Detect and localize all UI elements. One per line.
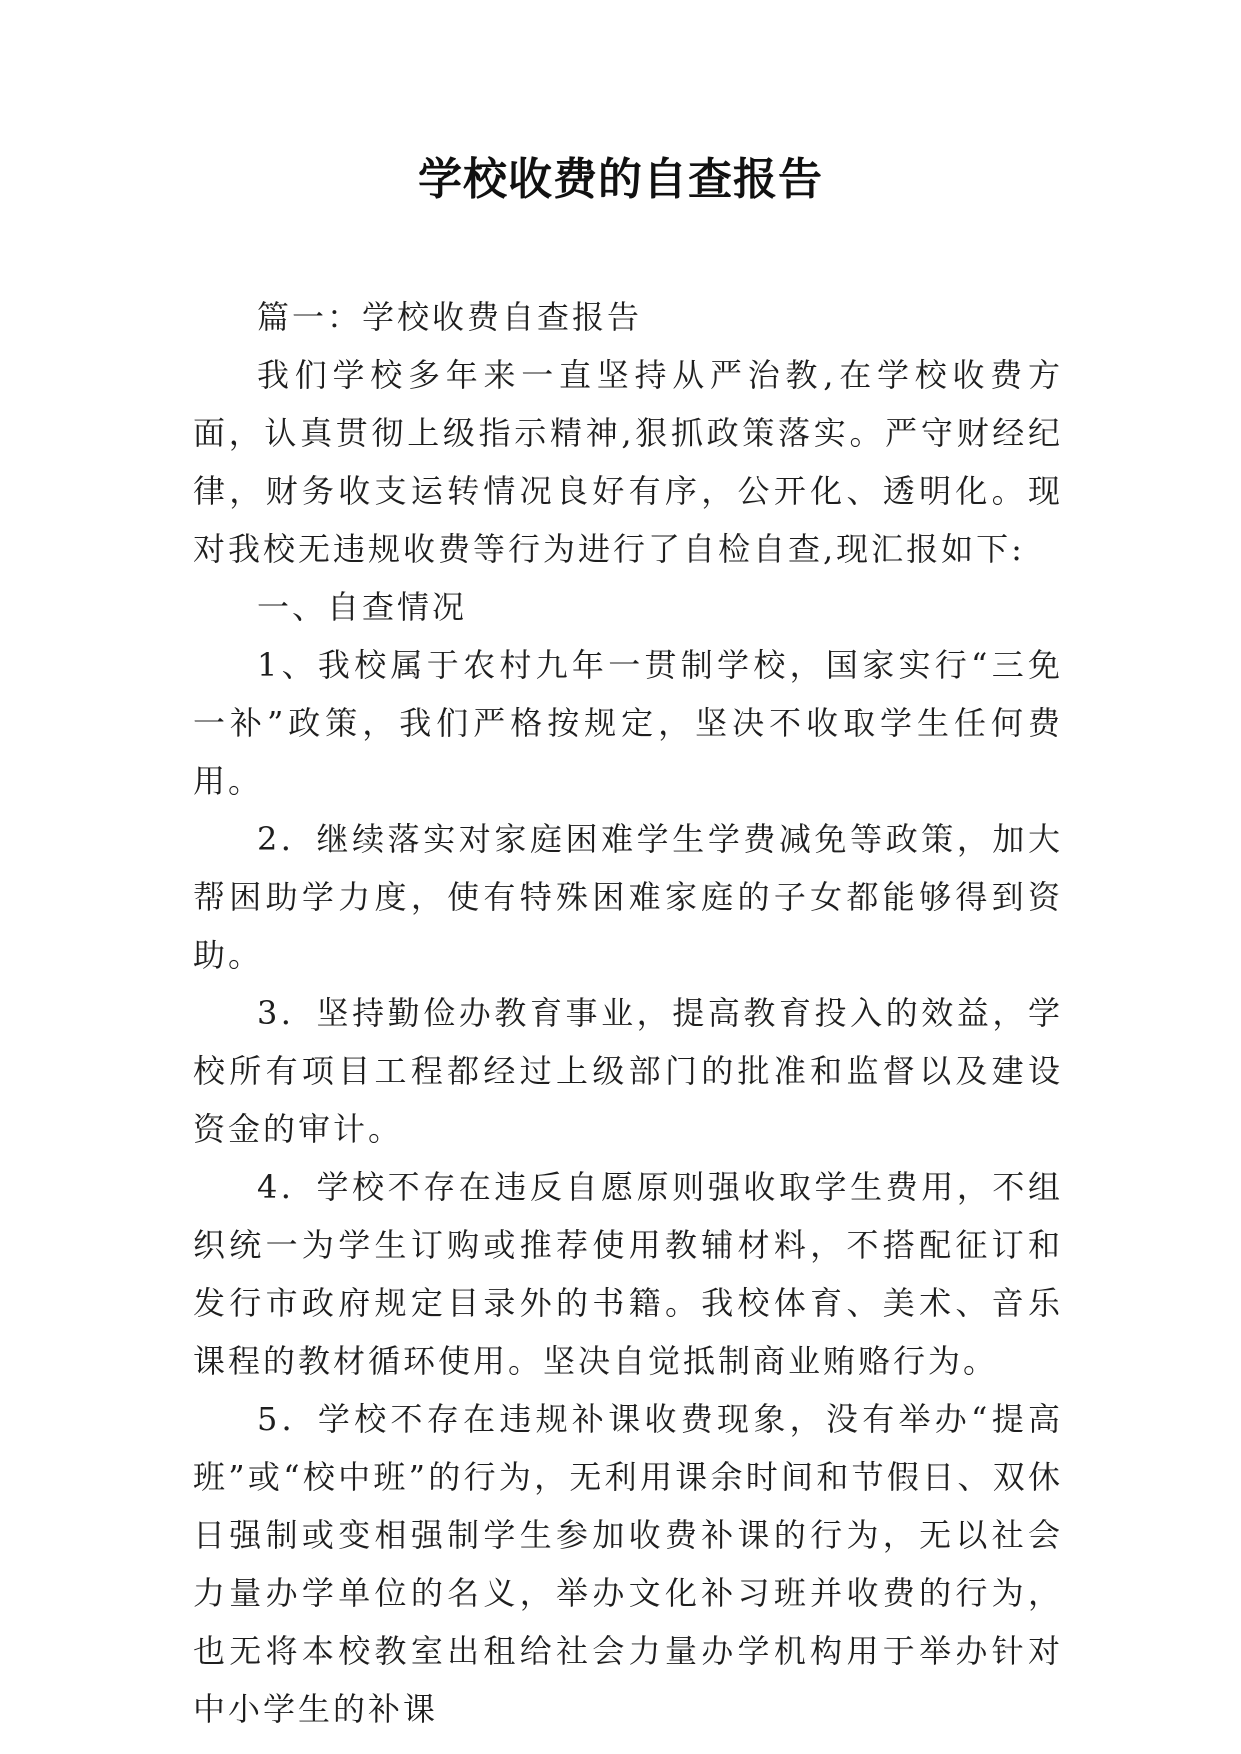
paragraph-heading-self-check: 一、自查情况 [257,588,468,626]
paragraph-item-3: 3．坚持勤俭办教育事业，提高教育投入的效益，学校所有项目工程都经过上级部门的批准和监督以及建设资金的审计。 [193,994,1063,1148]
paragraph-item-4: 4．学校不存在违反自愿原则强收取学生费用，不组织统一为学生订购或推荐使用教辅材料，不搭配征订和发行市政府规定目录外的书籍。我校体育、美术、音乐课程的教材循环使用。坚决自觉抵制商业贿赂行为。 [193,1168,1063,1380]
paragraph-section-heading: 篇一：学校收费自查报告 [257,298,643,336]
document-title: 学校收费的自查报告 [418,154,823,205]
paragraph-intro: 我们学校多年来一直坚持从严治教,在学校收费方面，认真贯彻上级指示精神,狠抓政策落实。严守财经纪律，财务收支运转情况良好有序，公开化、透明化。现对我校无违规收费等行为进行了自检自查,现汇报如下: [193,356,1063,568]
document-body [193,288,1063,1738]
paragraph-item-5: 5．学校不存在违规补课收费现象，没有举办“提高班”或“校中班”的行为，无利用课余时间和节假日、双休日强制或变相强制学生参加收费补课的行为，无以社会力量办学单位的名义，举办文化补习班并收费的行为，也无将本校教室出租给社会力量办学机构用于举办针对中小学生的补课 [193,1400,1063,1728]
paragraph-item-1: 1、我校属于农村九年一贯制学校，国家实行“三免一补”政策，我们严格按规定，坚决不收取学生任何费用。 [193,646,1063,800]
paragraph-item-2: 2．继续落实对家庭困难学生学费减免等政策，加大帮困助学力度，使有特殊困难家庭的子女都能够得到资助。 [193,820,1063,974]
